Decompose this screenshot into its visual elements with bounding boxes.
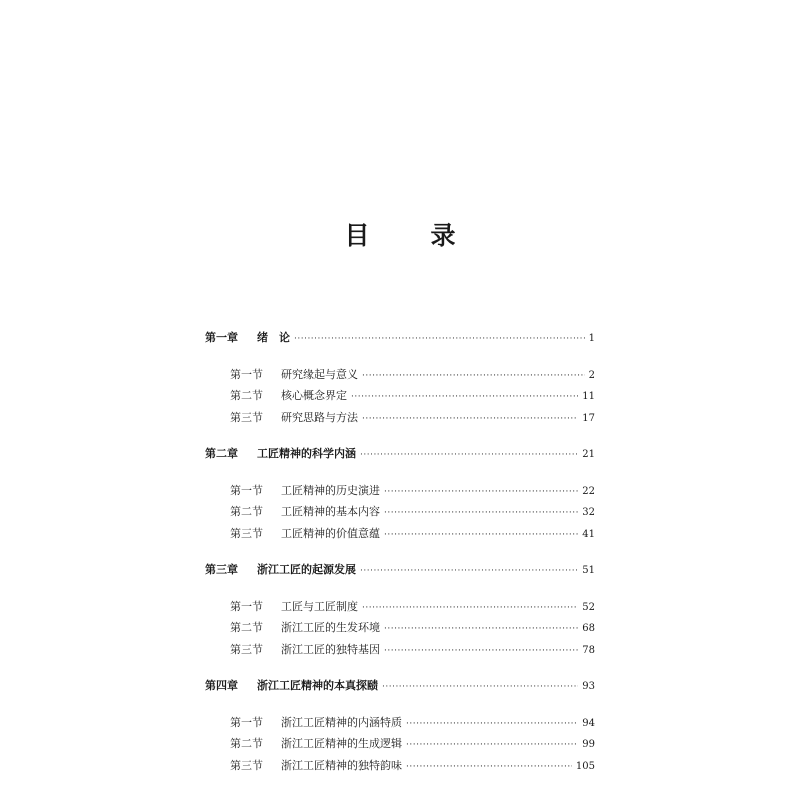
toc-title: 浙江工匠的生发环境 [281,621,380,634]
toc-title: 工匠与工匠制度 [281,599,358,613]
toc-label: 第一章 [205,331,238,344]
toc-label: 第二节 [230,505,263,518]
page-title: 目 录 [344,221,474,250]
toc-title: 浙江工匠精神的本真探赜 [257,679,378,692]
toc-chapter-3[interactable] [205,559,595,581]
toc-title: 工匠精神的科学内涵 [257,447,356,460]
toc-title: 工匠精神的历史演进 [281,483,380,497]
toc-section-2-3[interactable] [205,523,595,545]
toc-page-number: 78 [582,644,595,656]
toc-title: 核心概念界定 [281,389,347,402]
toc-title: 浙江工匠的起源发展 [257,563,356,576]
toc-page-number: 2 [588,369,595,381]
toc-label: 第二节 [230,737,263,750]
toc-title: 工匠精神的价值意蕴 [281,526,380,540]
toc-label: 第三节 [230,526,263,540]
toc-page-number: 52 [582,601,595,613]
toc-title: 研究思路与方法 [281,410,358,424]
toc-chapter-2[interactable] [205,443,595,465]
dot-leader [384,619,578,641]
toc-title: 研究缘起与意义 [281,367,358,381]
toc-section-1-1[interactable] [205,364,595,386]
toc-label: 第三节 [230,642,263,656]
toc-label: 第二节 [230,621,263,634]
toc-page-number: 17 [582,412,595,424]
toc-label: 第一节 [230,715,263,729]
toc-title: 浙江工匠精神的内涵特质 [281,715,402,729]
toc-page-number: 105 [575,760,595,772]
toc-page-number: 51 [582,565,595,576]
toc-section-1-2[interactable] [205,385,595,407]
dot-leader [406,735,578,757]
toc-label: 第三节 [230,410,263,424]
dot-leader [384,525,578,547]
toc-section-3-3[interactable] [205,639,595,661]
toc-section-1-3[interactable] [205,407,595,429]
toc-section-4-3[interactable] [205,755,595,777]
toc-page-number: 22 [582,485,595,497]
toc-title: 工匠精神的基本内容 [281,505,380,518]
toc-section-3-1[interactable] [205,596,595,618]
toc-page-number: 93 [582,681,595,692]
toc-title: 浙江工匠精神的独特韵味 [281,758,402,772]
toc-page-number: 41 [582,528,595,540]
toc-page-number: 99 [582,739,595,750]
toc-label: 第三章 [205,563,238,576]
toc-section-2-2[interactable] [205,501,595,523]
toc-label: 第三节 [230,758,263,772]
toc-label: 第一节 [230,367,263,381]
toc-title: 绪 论 [257,331,290,344]
toc-page-number: 21 [582,449,595,460]
dot-leader [384,503,578,525]
dot-leader [406,714,578,736]
toc-page-number: 11 [582,391,595,402]
dot-leader [382,677,578,699]
dot-leader [384,641,578,663]
table-of-contents [205,327,595,776]
toc-label: 第一节 [230,483,263,497]
dot-leader [294,329,585,351]
dot-leader [406,757,572,779]
toc-section-4-2[interactable] [205,733,595,755]
toc-chapter-1[interactable] [205,327,595,349]
toc-label: 第二章 [205,447,238,460]
dot-leader [362,598,578,620]
dot-leader [351,387,578,409]
toc-page-number: 68 [582,623,595,634]
dot-leader [384,482,578,504]
toc-title: 浙江工匠的独特基因 [281,642,380,656]
toc-page-number: 94 [582,717,595,729]
dot-leader [360,445,578,467]
toc-section-4-1[interactable] [205,712,595,734]
toc-label: 第一节 [230,599,263,613]
toc-section-2-1[interactable] [205,480,595,502]
dot-leader [362,409,578,431]
toc-chapter-4[interactable] [205,675,595,697]
toc-label: 第四章 [205,679,238,692]
toc-page-number: 1 [588,333,595,344]
toc-section-3-2[interactable] [205,617,595,639]
toc-title: 浙江工匠精神的生成逻辑 [281,737,402,750]
dot-leader [362,366,585,388]
toc-page-number: 32 [582,507,595,518]
toc-label: 第二节 [230,389,263,402]
dot-leader [360,561,578,583]
